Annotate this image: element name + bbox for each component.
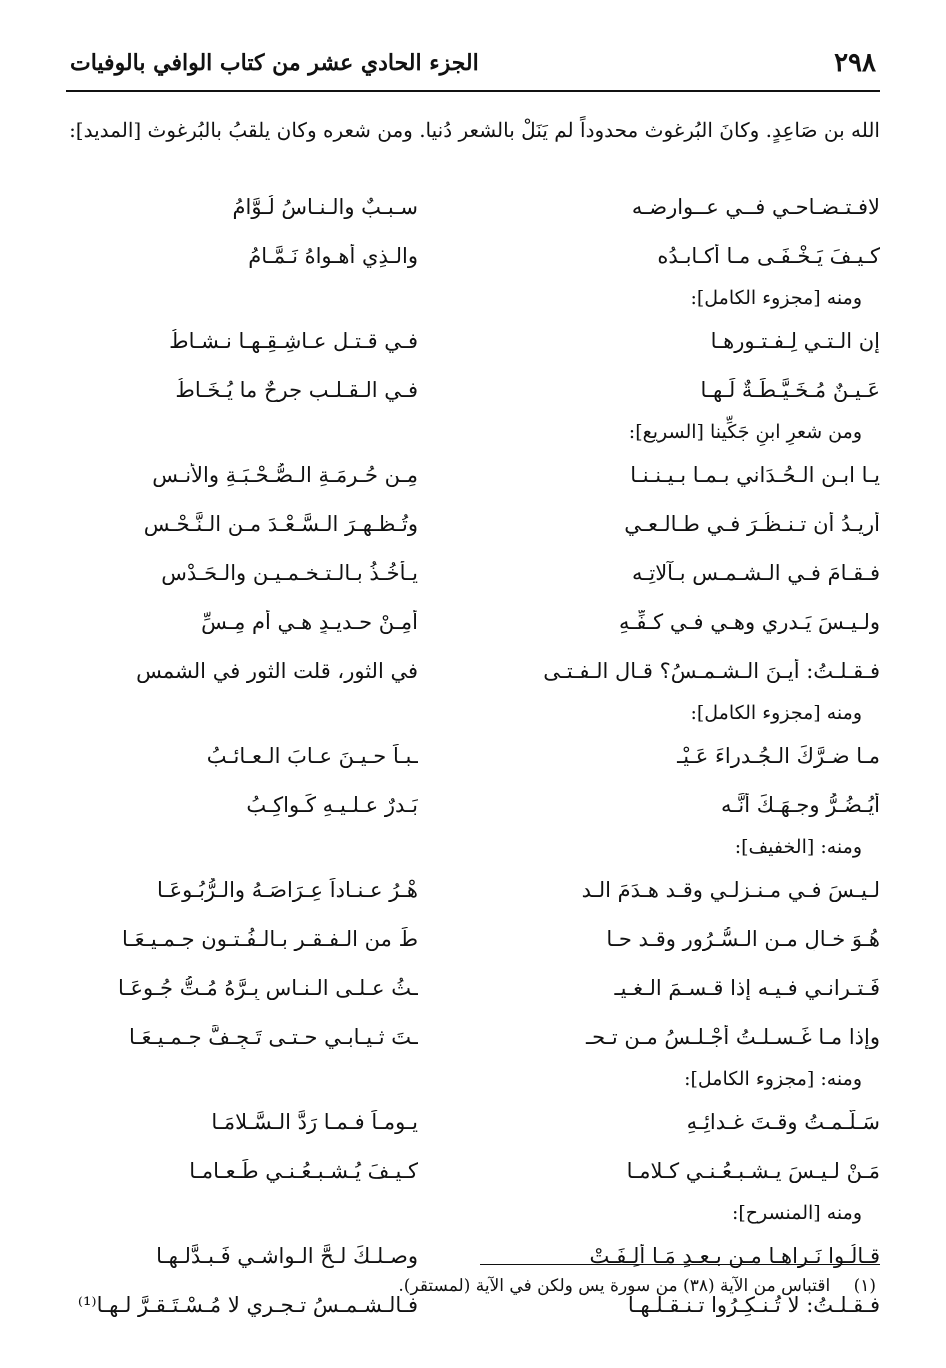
verse-second-hemistich: مِـن حُـرمَـةِ الـصُّـحْـبَـةِ والأُنـسِ: [152, 462, 418, 487]
verse-line: [66, 865, 880, 914]
verse-second-hemistich: فـي الـقـلـب جرحٌ ما يُـخَـاطُ: [175, 377, 418, 402]
verse-second-hemistich: وصـلـكَ لـحَّ الـواشـي فَـبـدَّلـهـا: [156, 1243, 418, 1268]
verse-first-hemistich: مـا ضـرَّكَ الـجُـدراءَ عَـيْـ: [677, 743, 880, 768]
verse-first-hemistich: قـالُـوا نَـراهـا مـن بـعـدِ مَـا ألِـفَـتْ: [589, 1243, 880, 1268]
verse-line: [66, 963, 880, 1012]
verse-second-hemistich: ـثُ عـلـى الـنـاسِ بِـرَّهُ مُـتُّ جُـوعَـا: [117, 975, 418, 1000]
page-header: [66, 48, 880, 88]
verse-second-hemistich: فـالـشـمـسُ تـجـري لا مُـسْـتَـقـرَّ لـهـا⁽¹⁾: [77, 1292, 418, 1317]
intro-paragraph: الله بن صَاعِدٍ. وكانَ البُرغوث محدوداً لم يَنَلْ بالشعر دُنيا. ومن شعره وكان يلقبُ بالبُرغوث [المديد]:: [69, 118, 880, 142]
verse-line: [66, 914, 880, 963]
verse-second-hemistich: والـذِي أهـواهُ نَـمَّـامُ: [248, 243, 418, 268]
verse-second-hemistich: يـومـاً فـمـا رَدَّ الـسَّـلامَـا: [211, 1109, 418, 1134]
verse-line: [66, 450, 880, 499]
poem-body: [66, 182, 880, 1329]
verse-first-hemistich: فـقـلـتُ: لا تُـنـكِـرُوا تـنـقـلـهـا: [627, 1292, 880, 1317]
verse-first-hemistich: ولـيـسَ يَـدري وهـي فـي كـفِّـهِ: [618, 609, 880, 634]
verse-second-hemistich: وتُـظـهـرَ الـسَّـعْـدَ مـن الـنَّـحْـسِ: [143, 511, 418, 536]
footnote: [66, 1276, 876, 1296]
verse-line: [66, 1012, 880, 1061]
verse-line: [66, 1146, 880, 1195]
header-rule: [66, 90, 880, 92]
verse-second-hemistich: هْـرُ عـنـاداً عِـرَاصَـهُ والـرُّبُـوعَـا: [157, 877, 418, 902]
poem-meter-heading: ومن شعرِ ابنِ جَكِّينا [السريع]:: [628, 421, 862, 443]
verse-line: [66, 1231, 880, 1280]
verse-line: [66, 182, 880, 231]
verse-second-hemistich: سـبـبٌ والـنـاسُ لُـوَّامُ: [232, 194, 418, 219]
verse-first-hemistich: أريـدُ أن تـنـظُـرَ فـي طـالـعـي: [624, 511, 880, 536]
verse-first-hemistich: فـقـامَ فـي الـشـمـسِ بـآلاتِـه: [631, 560, 880, 585]
verse-first-hemistich: إن الـتـي لِـفـتـورهـا: [710, 328, 880, 353]
verse-first-hemistich: لافـتـضـاحـي فــي عــوارضـه: [631, 194, 880, 219]
verse-second-hemistich: بَـدرٌ عـلـيـهِ كَـواكِـبُ: [246, 792, 418, 817]
verse-line: [66, 548, 880, 597]
verse-line: [66, 1097, 880, 1146]
verse-first-hemistich: عَـيـنٌ مُـخَـيَّـطَـةٌ لَـهـا: [700, 377, 880, 402]
poem-meter-heading: ومنه [مجزوء الكامل]:: [690, 287, 862, 309]
verse-first-hemistich: فَـتـرانـي فـيـه إذا قـسـمَ الـغـيـ: [614, 975, 880, 1000]
footnote-text: اقتباس من الآية (٣٨) من سورة يس ولكن في الآية (لمستقر).: [398, 1276, 831, 1296]
verse-first-hemistich: سَـلَّـمـتُ وقـتَ غـدائِـهِ: [686, 1109, 880, 1134]
verse-second-hemistich: في الثورِ، قلت الثور في الشمسِ: [136, 658, 418, 683]
verse-second-hemistich: يـأخُـذُ بـالـتـخـمـيـنِ والـحَـدْسِ: [161, 560, 418, 585]
verse-first-hemistich: يـا ابـن الـحُـدَاني بـمـا بـيـنـنـا: [630, 462, 880, 487]
running-title: الجزء الحادي عشر من كتاب الوافي بالوفيات: [70, 50, 479, 76]
verse-second-hemistich: فـي قـتـل عـاشِـقِـهـا نـشـاطُ: [169, 328, 418, 353]
verse-second-hemistich: أمِـنْ حـديـدٍ هـي أم مِـسِّ: [201, 609, 418, 634]
verse-line: [66, 499, 880, 548]
footnote-number: (١): [853, 1276, 876, 1296]
verse-first-hemistich: كـيـفَ يَـخْـفَـى مـا أُكـابـدُه: [657, 243, 880, 268]
poem-meter-heading: ومنه [المنسرح]:: [731, 1202, 862, 1224]
verse-line: [66, 231, 880, 280]
verse-first-hemistich: أيُـضُـرُّ وجـهَـكَ أنَّـه: [720, 792, 880, 817]
verse-second-hemistich: طَ من الـفـقـرِ بـالـفُـتـونِ جـمـيـعَـا: [122, 926, 418, 951]
poem-meter-heading: ومنه: [الخفيف]:: [734, 836, 862, 858]
poem-meter-heading: ومنه: [مجزوء الكامل]:: [684, 1068, 862, 1090]
verse-line: [66, 597, 880, 646]
page-number: ٢٩٨: [834, 48, 876, 78]
verse-first-hemistich: مَـنْ لـيـسَ يـشـبـعُـنـي كـلامـا: [626, 1158, 880, 1183]
verse-line: [66, 316, 880, 365]
verse-line: [66, 780, 880, 829]
verse-line: [66, 646, 880, 695]
verse-line: [66, 365, 880, 414]
verse-line: [66, 731, 880, 780]
verse-first-hemistich: وإذا مـا غَـسـلـتُ أجْـلـسُ مـن تـحـ: [585, 1024, 880, 1049]
verse-second-hemistich: كـيـفَ يُـشـبـعُـنـي طَـعـامـا: [189, 1158, 418, 1183]
verse-second-hemistich: ـبـاً حـيـنَ عـابَ الـعـائـبُ: [206, 743, 418, 768]
verse-first-hemistich: هُـوَ خـالٍ مـن الـسُّـرُورِ وقـد حـا: [606, 926, 880, 951]
footnote-rule: [480, 1264, 880, 1265]
verse-second-hemistich: ـتَ ثـيـابـي حـتـى تَـجِـفَّ جـمـيـعَـا: [128, 1024, 418, 1049]
verse-first-hemistich: فـقـلـتُ: أيـنَ الـشـمـسُ؟ قـال الـفـتـى: [543, 658, 880, 683]
verse-first-hemistich: لـيـسَ فـي مـنـزلـي وقـد هـدَمَ الـد: [581, 877, 880, 902]
poem-meter-heading: ومنه [مجزوء الكامل]:: [690, 702, 862, 724]
